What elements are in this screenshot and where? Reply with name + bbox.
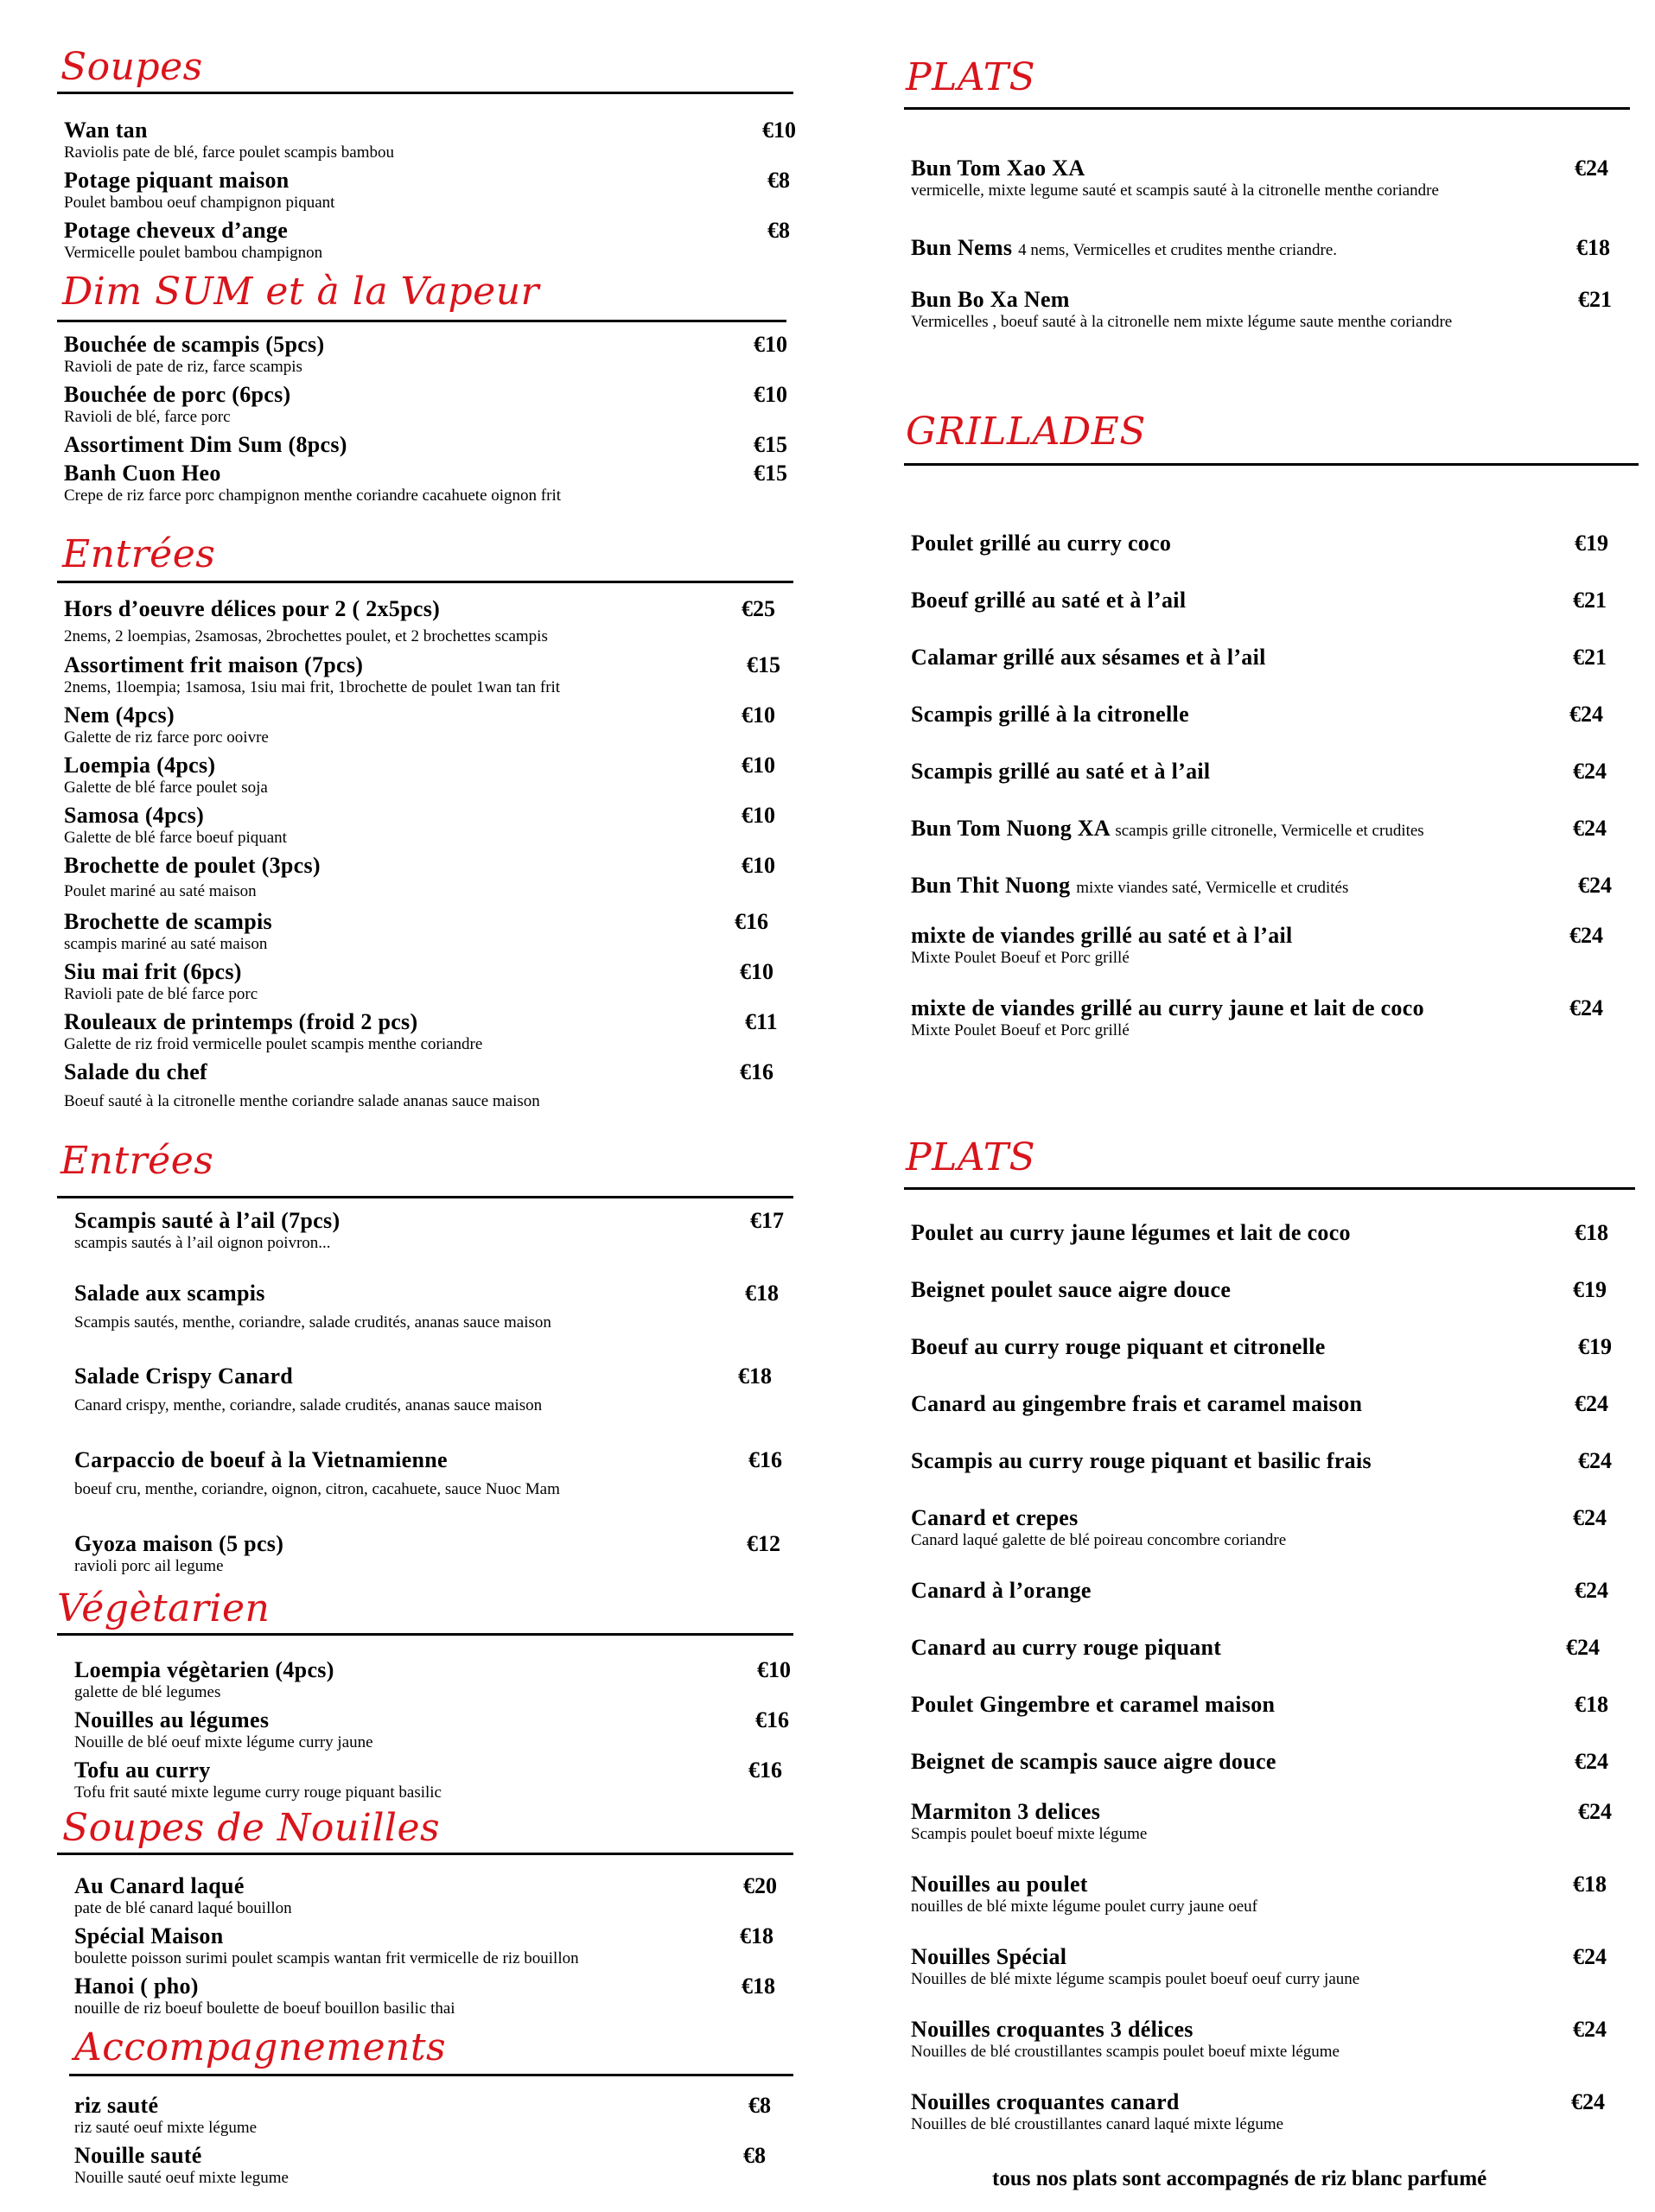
- section-title: Entrées: [62, 532, 216, 576]
- item-desc: vermicelle, mixte legume sauté et scampis sauté à la citronelle menthe coriandre: [911, 181, 1439, 200]
- section-title: GRILLADES: [906, 410, 1146, 454]
- item-desc: scampis sautés à l’ail oignon poivron...: [74, 1234, 331, 1252]
- item-name: Tofu au curry: [74, 1758, 211, 1783]
- item-desc: Galette de riz farce porc ooivre: [64, 728, 269, 747]
- item-desc: nouille de riz boeuf boulette de boeuf bouillon basilic thai: [74, 1999, 455, 2018]
- item-price: €25: [742, 596, 775, 621]
- item-price: €24: [1569, 923, 1603, 948]
- item-price: €18: [1576, 235, 1610, 260]
- item-name: Scampis sauté à l’ail (7pcs): [74, 1208, 341, 1233]
- menu-item: [74, 1531, 283, 1576]
- menu-item: [911, 1334, 1326, 1360]
- item-name: Assortiment Dim Sum (8pcs): [64, 432, 347, 457]
- menu-item: [911, 645, 1266, 671]
- item-desc: Nouilles de blé croustillantes scampis poulet boeuf mixte légume: [911, 2043, 1340, 2061]
- menu-item: [64, 168, 334, 213]
- item-desc: mixte viandes saté, Vermicelle et crudités: [1076, 879, 1349, 897]
- menu-item: [911, 531, 1171, 556]
- menu-item: [74, 1281, 551, 1332]
- menu-item: [74, 2093, 257, 2138]
- item-price: €18: [738, 1363, 772, 1389]
- menu-item: [911, 923, 1293, 968]
- divider: [57, 320, 786, 322]
- item-name: Canard au gingembre frais et caramel maison: [911, 1391, 1363, 1416]
- item-price: €10: [757, 1657, 791, 1682]
- item-name: Rouleaux de printemps (froid 2 pcs): [64, 1009, 418, 1034]
- item-name: Boeuf au curry rouge piquant et citronelle: [911, 1334, 1326, 1359]
- item-price: €24: [1575, 1578, 1608, 1603]
- section-title: PLATS: [906, 1135, 1036, 1179]
- item-desc: Nouilles de blé croustillantes canard laqué mixte légume: [911, 2115, 1284, 2133]
- item-desc: Canard crispy, menthe, coriandre, salade crudités, ananas sauce maison: [74, 1396, 543, 1414]
- item-name: Bun Tom Nuong XA: [911, 816, 1110, 841]
- item-price: €16: [740, 1059, 773, 1084]
- item-desc: boeuf cru, menthe, coriandre, oignon, citron, cacahuete, sauce Nuoc Mam: [74, 1480, 560, 1498]
- menu-item: [64, 1059, 540, 1111]
- item-desc: Ravioli pate de blé farce porc: [64, 985, 258, 1003]
- section-title: PLATS: [906, 55, 1036, 99]
- item-price: €24: [1573, 1944, 1607, 1969]
- menu-item: [911, 2017, 1340, 2062]
- divider: [57, 1196, 793, 1198]
- item-name: Scampis au curry rouge piquant et basilic frais: [911, 1448, 1372, 1473]
- item-desc: Vermicelle poulet bambou champignon: [64, 244, 323, 262]
- menu-item: [911, 1220, 1351, 1246]
- menu-item: [74, 1974, 455, 2018]
- divider: [904, 107, 1630, 110]
- item-name: Loempia végètarien (4pcs): [74, 1657, 334, 1682]
- item-desc: Nouille de blé oeuf mixte légume curry jaune: [74, 1733, 373, 1751]
- menu-item: [64, 652, 560, 697]
- item-price: €24: [1578, 873, 1612, 898]
- item-desc: boulette poisson surimi poulet scampis wantan frit vermicelle de riz bouillon: [74, 1949, 579, 1967]
- item-desc: 2nems, 2 loempias, 2samosas, 2brochettes poulet, et 2 brochettes scampis: [64, 627, 548, 645]
- item-price: €24: [1575, 1749, 1608, 1774]
- menu-item: [74, 2143, 289, 2188]
- item-price: €24: [1578, 1799, 1612, 1824]
- item-price: €15: [754, 432, 787, 457]
- item-price: €19: [1578, 1334, 1612, 1359]
- menu-item: [74, 1873, 292, 1918]
- item-desc: 2nems, 1loempia; 1samosa, 1siu mai frit, 1brochette de poulet 1wan tan frit: [64, 678, 561, 696]
- section-title: Dim SUM et à la Vapeur: [62, 270, 540, 314]
- item-name: Samosa (4pcs): [64, 803, 205, 828]
- item-desc: Boeuf sauté à la citronelle menthe coriandre salade ananas sauce maison: [64, 1092, 540, 1110]
- menu-item: [911, 759, 1210, 785]
- section-title: Accompagnements: [74, 2025, 447, 2069]
- item-price: €24: [1573, 816, 1607, 841]
- menu-item: [911, 1749, 1276, 1775]
- menu-item: [74, 1923, 579, 1968]
- item-desc: scampis mariné au saté maison: [64, 935, 268, 953]
- item-name: mixte de viandes grillé au curry jaune et lait de coco: [911, 995, 1424, 1020]
- item-name: Marmiton 3 delices: [911, 1799, 1101, 1824]
- item-price: €10: [754, 382, 787, 407]
- item-desc: Galette de riz froid vermicelle poulet scampis menthe coriandre: [64, 1035, 483, 1053]
- menu-item: [911, 156, 1439, 200]
- menu-item: [911, 1944, 1359, 1989]
- item-desc: Galette de blé farce poulet soja: [64, 779, 268, 797]
- item-name: riz sauté: [74, 2093, 159, 2118]
- item-price: €11: [745, 1009, 778, 1034]
- item-desc: riz sauté oeuf mixte légume: [74, 2119, 258, 2137]
- menu-item: [911, 1872, 1257, 1916]
- item-desc: Mixte Poulet Boeuf et Porc grillé: [911, 949, 1130, 967]
- menu-item: [911, 235, 1337, 264]
- menu-item: [64, 1009, 482, 1054]
- menu-item: [911, 1578, 1092, 1604]
- item-price: €16: [748, 1447, 782, 1472]
- item-desc: Scampis poulet boeuf mixte légume: [911, 1825, 1148, 1843]
- item-price: €8: [748, 2093, 771, 2118]
- menu-item: [911, 995, 1424, 1040]
- menu-item: [911, 702, 1189, 728]
- item-name: Poulet grillé au curry coco: [911, 531, 1172, 556]
- item-name: Wan tan: [64, 118, 148, 143]
- item-price: €15: [754, 461, 787, 486]
- item-desc: galette de blé legumes: [74, 1683, 221, 1701]
- menu-item: [911, 816, 1424, 844]
- footer-note: tous nos plats sont accompagnés de riz blanc parfumé: [992, 2167, 1487, 2190]
- item-name: Hanoi ( pho): [74, 1974, 199, 1999]
- item-price: €8: [767, 168, 790, 193]
- item-name: Potage cheveux d’ange: [64, 218, 289, 243]
- item-name: Carpaccio de boeuf à la Vietnamienne: [74, 1447, 448, 1472]
- item-name: Banh Cuon Heo: [64, 461, 221, 486]
- item-desc: Nouille sauté oeuf mixte legume: [74, 2169, 289, 2187]
- menu-item: [911, 287, 1452, 332]
- menu-item: [64, 853, 321, 901]
- item-name: Au Canard laqué: [74, 1873, 245, 1898]
- item-price: €21: [1578, 287, 1612, 312]
- item-price: €10: [754, 332, 787, 357]
- item-name: Poulet au curry jaune légumes et lait de coco: [911, 1220, 1351, 1245]
- item-price: €24: [1575, 156, 1608, 181]
- item-desc: Raviolis pate de blé, farce poulet scampis bambou: [64, 143, 394, 162]
- item-name: Canard et crepes: [911, 1505, 1079, 1530]
- menu-item: [64, 909, 272, 954]
- item-price: €8: [767, 218, 790, 243]
- item-name: Spécial Maison: [74, 1923, 224, 1948]
- menu-item: [911, 1277, 1231, 1303]
- item-price: €10: [762, 118, 796, 143]
- menu-item: [911, 1505, 1286, 1550]
- menu-item: [64, 803, 287, 848]
- item-price: €16: [755, 1707, 789, 1732]
- menu-item: [64, 218, 322, 263]
- item-price: €10: [742, 803, 775, 828]
- divider: [57, 1853, 793, 1855]
- item-price: €24: [1571, 2089, 1605, 2114]
- item-desc: Mixte Poulet Boeuf et Porc grillé: [911, 1021, 1130, 1039]
- item-name: Beignet poulet sauce aigre douce: [911, 1277, 1232, 1302]
- divider: [904, 463, 1639, 466]
- menu-item: [911, 1391, 1362, 1417]
- menu-item: [64, 432, 347, 458]
- item-price: €17: [750, 1208, 784, 1233]
- item-desc: Ravioli de blé, farce porc: [64, 408, 231, 426]
- item-price: €24: [1569, 702, 1603, 727]
- divider: [57, 581, 793, 583]
- item-price: €10: [742, 853, 775, 878]
- item-desc: Poulet mariné au saté maison: [64, 882, 257, 900]
- item-desc: Ravioli de pate de riz, farce scampis: [64, 358, 302, 376]
- item-name: Loempia (4pcs): [64, 753, 216, 778]
- item-name: Bun Nems: [911, 235, 1013, 260]
- item-price: €24: [1578, 1448, 1612, 1473]
- item-price: €24: [1573, 1505, 1607, 1530]
- item-name: Hors d’oeuvre délices pour 2 ( 2x5pcs): [64, 596, 441, 621]
- item-name: Nouilles au légumes: [74, 1707, 270, 1732]
- item-price: €10: [740, 959, 773, 984]
- menu-item: [64, 382, 291, 427]
- section-title: Entrées: [60, 1139, 214, 1183]
- item-name: Bun Bo Xa Nem: [911, 287, 1070, 312]
- menu-item: [64, 596, 548, 646]
- menu-item: [911, 588, 1186, 613]
- item-price: €12: [747, 1531, 780, 1556]
- item-price: €24: [1575, 1391, 1608, 1416]
- section-title: Soupes de Nouilles: [62, 1806, 441, 1850]
- item-desc: Crepe de riz farce porc champignon menthe coriandre cacahuete oignon frit: [64, 486, 562, 505]
- section-title: Végètarien: [57, 1586, 271, 1630]
- menu-item: [911, 873, 1348, 901]
- item-price: €18: [1573, 1872, 1607, 1897]
- menu-item: [911, 1692, 1275, 1718]
- item-price: €20: [743, 1873, 777, 1898]
- menu-item: [911, 2089, 1283, 2134]
- item-name: Scampis grillé à la citronelle: [911, 702, 1189, 727]
- item-name: Nouilles croquantes canard: [911, 2089, 1180, 2114]
- item-price: €18: [1575, 1220, 1608, 1245]
- item-price: €10: [742, 702, 775, 728]
- item-name: Salade Crispy Canard: [74, 1363, 294, 1389]
- item-price: €18: [740, 1923, 773, 1948]
- menu-item: [64, 959, 258, 1004]
- item-name: Salade du chef: [64, 1059, 208, 1084]
- item-price: €19: [1573, 1277, 1607, 1302]
- item-name: Salade aux scampis: [74, 1281, 265, 1306]
- item-name: Bun Thit Nuong: [911, 873, 1071, 898]
- menu-item: [64, 118, 394, 162]
- divider: [904, 1187, 1635, 1190]
- item-desc: Tofu frit sauté mixte legume curry rouge piquant basilic: [74, 1783, 442, 1802]
- menu-item: [74, 1208, 340, 1253]
- item-desc: nouilles de blé mixte légume poulet curry jaune oeuf: [911, 1897, 1257, 1916]
- item-price: €24: [1573, 2017, 1607, 2042]
- item-desc: Nouilles de blé mixte légume scampis poulet boeuf oeuf curry jaune: [911, 1970, 1360, 1988]
- item-desc: scampis grille citronelle, Vermicelle et crudites: [1115, 822, 1424, 840]
- item-name: Nouilles Spécial: [911, 1944, 1067, 1969]
- item-desc: Galette de blé farce boeuf piquant: [64, 829, 287, 847]
- item-price: €10: [742, 753, 775, 778]
- item-name: Canard à l’orange: [911, 1578, 1092, 1603]
- item-name: Nouilles au poulet: [911, 1872, 1088, 1897]
- item-name: mixte de viandes grillé au saté et à l’ail: [911, 923, 1293, 948]
- item-price: €16: [735, 909, 768, 934]
- item-price: €21: [1573, 645, 1607, 670]
- item-price: €21: [1573, 588, 1607, 613]
- item-desc: Poulet bambou oeuf champignon piquant: [64, 194, 335, 212]
- item-price: €24: [1569, 995, 1603, 1020]
- item-desc: pate de blé canard laqué bouillon: [74, 1899, 292, 1917]
- item-name: Brochette de poulet (3pcs): [64, 853, 321, 878]
- item-name: Brochette de scampis: [64, 909, 272, 934]
- item-name: Nem (4pcs): [64, 702, 175, 728]
- menu-item: [74, 1447, 560, 1499]
- divider: [57, 92, 793, 94]
- menu-item: [74, 1707, 373, 1752]
- item-price: €24: [1566, 1635, 1600, 1660]
- item-price: €19: [1575, 531, 1608, 556]
- item-name: Boeuf grillé au saté et à l’ail: [911, 588, 1187, 613]
- item-desc: 4 nems, Vermicelles et crudites menthe criandre.: [1018, 241, 1338, 259]
- item-name: Potage piquant maison: [64, 168, 290, 193]
- item-name: Gyoza maison (5 pcs): [74, 1531, 284, 1556]
- item-name: Assortiment frit maison (7pcs): [64, 652, 364, 677]
- item-price: €18: [745, 1281, 779, 1306]
- menu-item: [911, 1635, 1221, 1661]
- item-price: €18: [742, 1974, 775, 1999]
- menu-item: [74, 1657, 334, 1702]
- item-desc: Canard laqué galette de blé poireau concombre coriandre: [911, 1531, 1287, 1549]
- menu-item: [64, 702, 269, 747]
- item-name: Scampis grillé au saté et à l’ail: [911, 759, 1211, 784]
- item-name: Calamar grillé aux sésames et à l’ail: [911, 645, 1266, 670]
- section-title: Soupes: [60, 45, 203, 89]
- item-desc: ravioli porc ail legume: [74, 1557, 224, 1575]
- item-desc: Scampis sautés, menthe, coriandre, salade crudités, ananas sauce maison: [74, 1313, 551, 1332]
- menu-item: [911, 1799, 1147, 1844]
- item-name: Bouchée de scampis (5pcs): [64, 332, 325, 357]
- item-desc: Vermicelles , boeuf sauté à la citronelle nem mixte légume saute menthe coriandre: [911, 313, 1453, 331]
- divider: [69, 2074, 793, 2076]
- item-price: €24: [1573, 759, 1607, 784]
- item-name: Nouilles croquantes 3 délices: [911, 2017, 1194, 2042]
- item-name: Nouille sauté: [74, 2143, 202, 2168]
- divider: [57, 1633, 793, 1636]
- item-name: Siu mai frit (6pcs): [64, 959, 242, 984]
- item-price: €15: [747, 652, 780, 677]
- item-price: €16: [748, 1758, 782, 1783]
- menu-item: [64, 332, 324, 377]
- menu-item: [64, 461, 561, 505]
- item-name: Canard au curry rouge piquant: [911, 1635, 1222, 1660]
- item-name: Poulet Gingembre et caramel maison: [911, 1692, 1276, 1717]
- item-price: €18: [1575, 1692, 1608, 1717]
- menu-item: [74, 1363, 542, 1415]
- menu-item: [911, 1448, 1372, 1474]
- item-price: €8: [743, 2143, 766, 2168]
- item-name: Beignet de scampis sauce aigre douce: [911, 1749, 1276, 1774]
- menu-item: [74, 1758, 442, 1802]
- item-name: Bun Tom Xao XA: [911, 156, 1085, 181]
- menu-item: [64, 753, 268, 798]
- item-name: Bouchée de porc (6pcs): [64, 382, 291, 407]
